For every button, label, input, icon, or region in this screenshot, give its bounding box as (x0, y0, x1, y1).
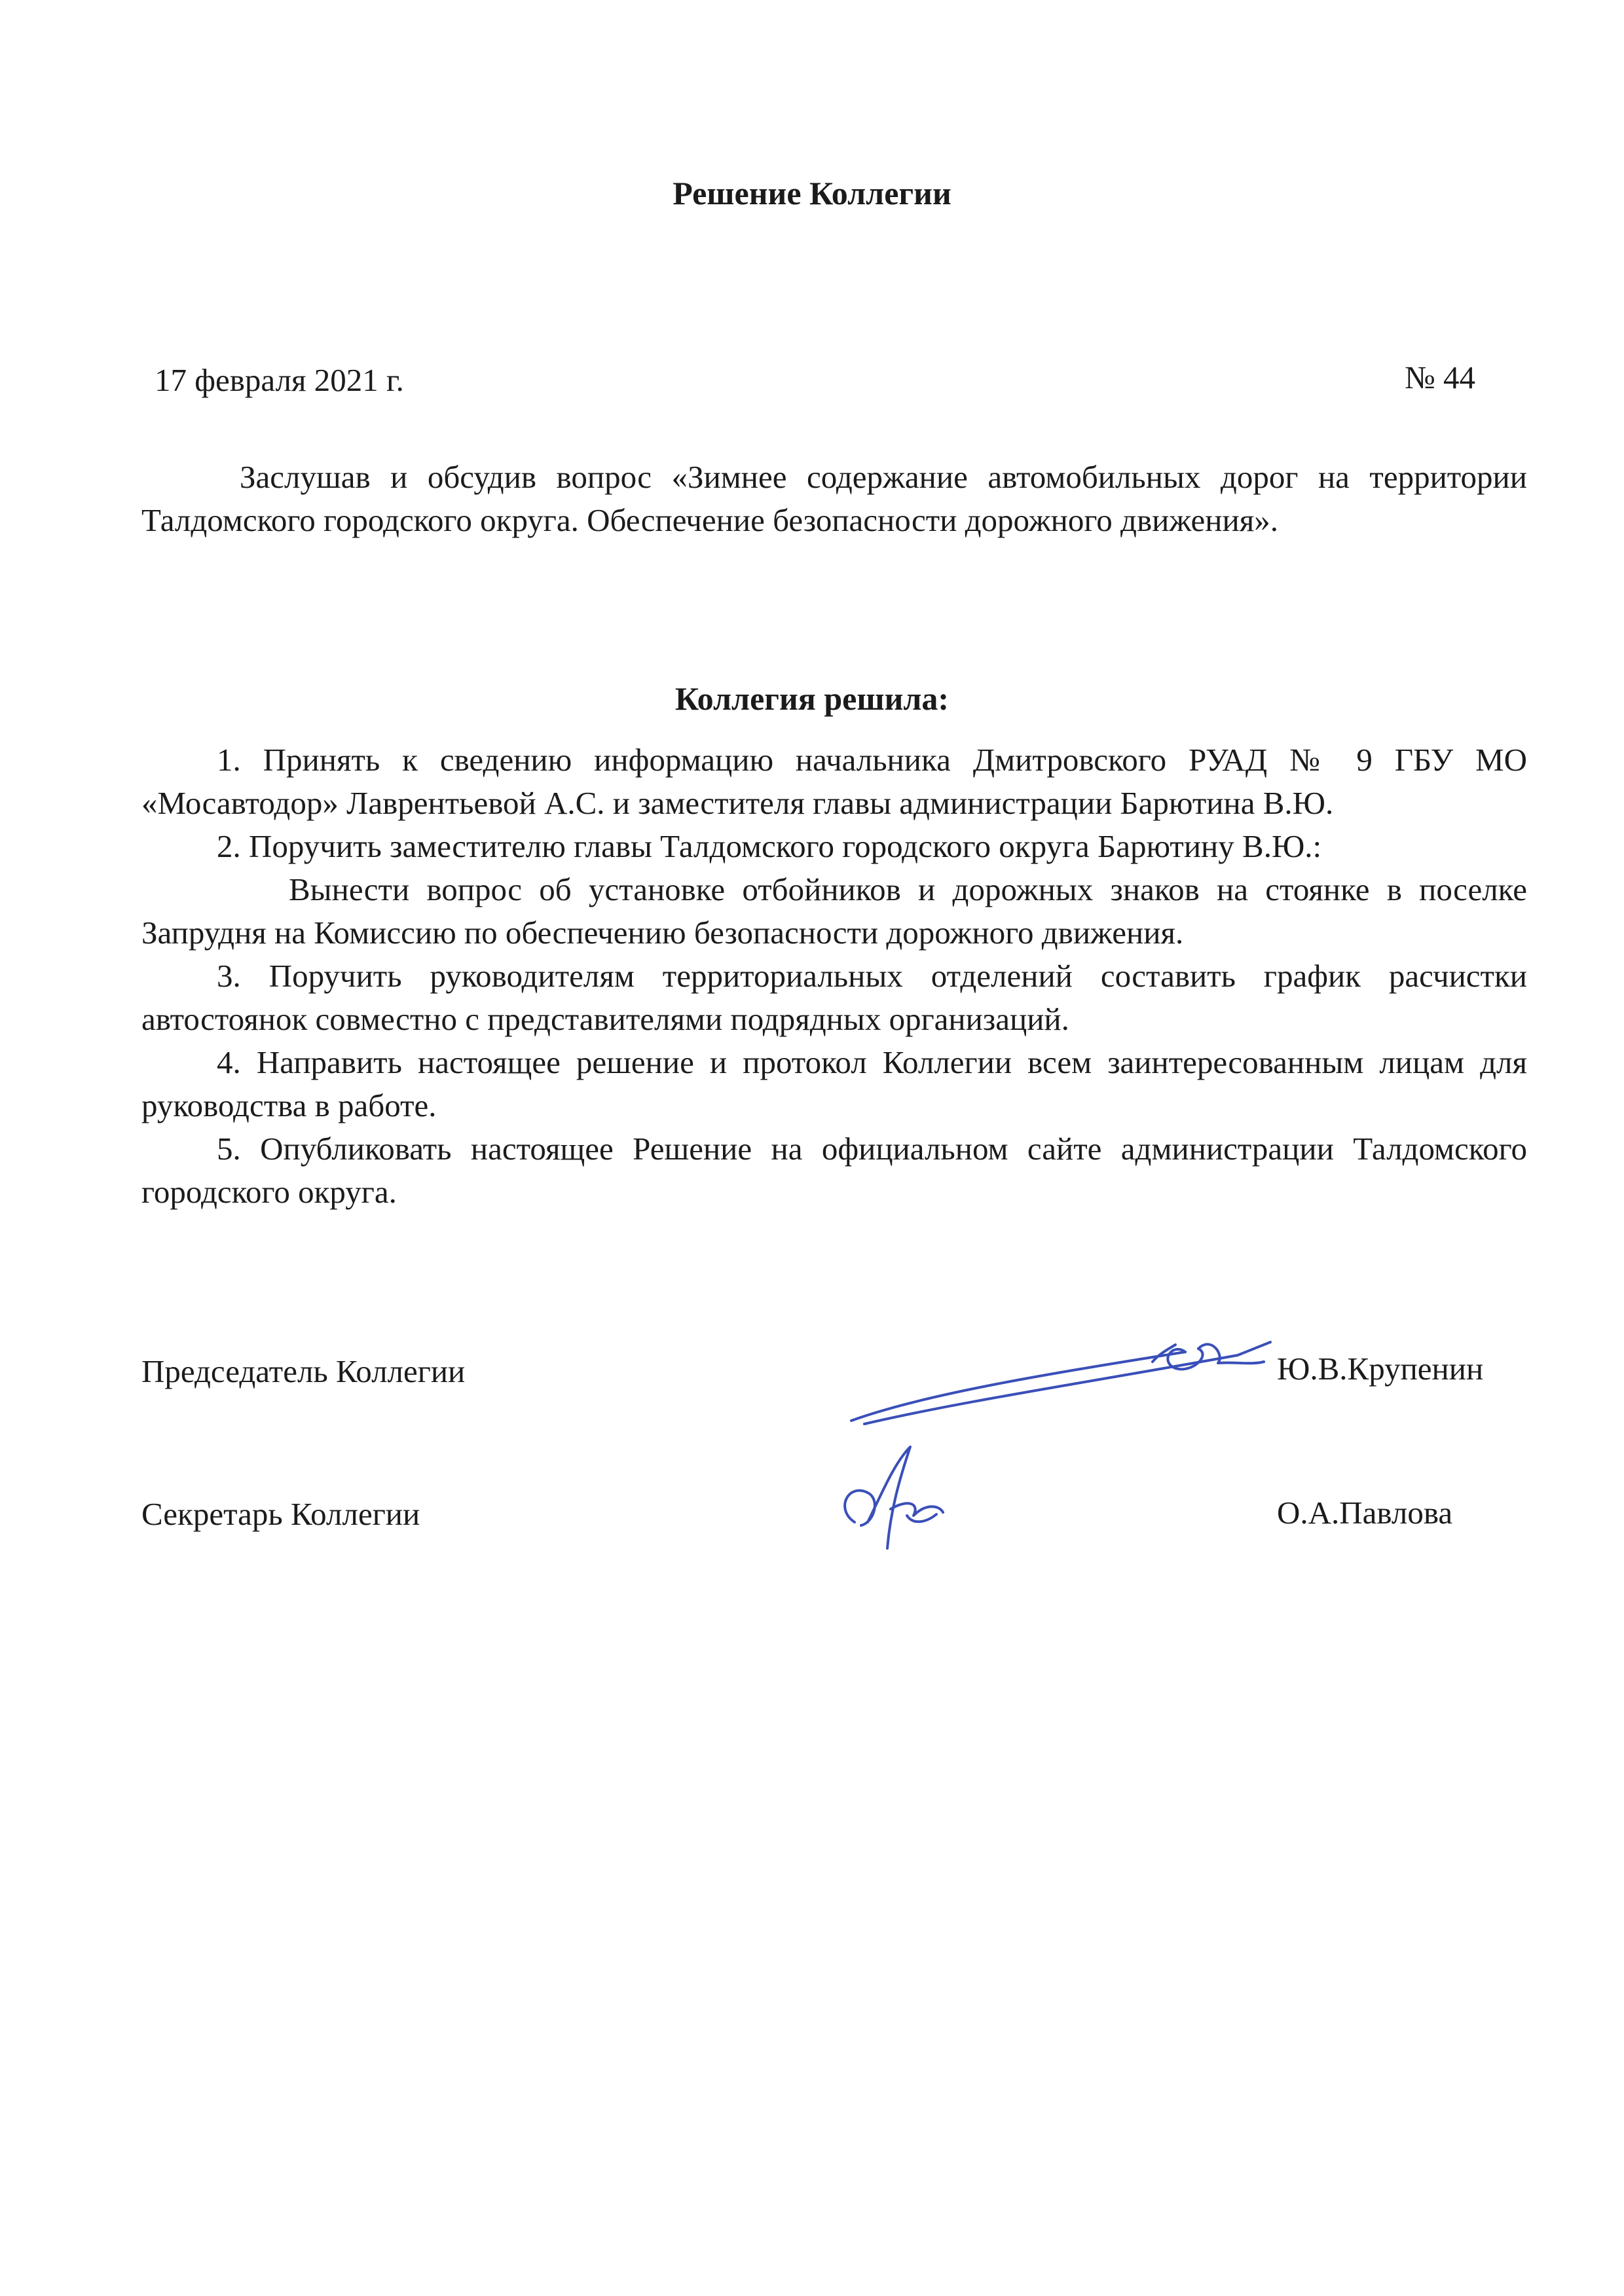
secretary-signature (828, 1437, 966, 1555)
chair-name: Ю.В.Крупенин (1277, 1351, 1484, 1387)
decision-subitem: Вынести вопрос об установке отбойников и дорожных знаков на стоянке в поселке Запрудня на Комиссию по обеспечению безопасности дорожного движения. (141, 871, 1527, 951)
decision-item: 5. Опубликовать настоящее Решение на официальном сайте администрации Талдомского городского округа. (141, 1131, 1527, 1210)
decision-item: 4. Направить настоящее решение и протокол Коллегии всем заинтересованным лицам для руководства в работе. (141, 1044, 1527, 1123)
secretary-name: О.А.Павлова (1277, 1495, 1453, 1531)
document-title: Решение Коллегии (673, 175, 951, 211)
decision-list (141, 738, 1527, 1214)
decision-item: 1. Принять к сведению информацию начальника Дмитровского РУАД № 9 ГБУ МО «Мосавтодор» Лаврентьевой А.С. и заместителя главы администрации Барютина В.Ю. (141, 742, 1527, 821)
chair-role-label: Председатель Коллегии (141, 1353, 466, 1389)
decision-item: 3. Поручить руководителям территориальных отделений составить график расчистки автостоянок совместно с представителями подрядных организаций. (141, 958, 1527, 1037)
document-date: 17 февраля 2021 г. (155, 362, 404, 398)
secretary-role-label: Секретарь Коллегии (141, 1496, 420, 1532)
decision-item: 2. Поручить заместителю главы Талдомского городского округа Барютину В.Ю.: (217, 828, 1322, 864)
chair-signature (845, 1316, 1277, 1434)
document-number: № 44 (1405, 359, 1476, 395)
decision-heading: Коллегия решила: (674, 680, 950, 717)
intro-paragraph: Заслушав и обсудив вопрос «Зимнее содержание автомобильных дорог на территории Талдомского городского округа. Обеспечение безопасности дорожного движения». (141, 459, 1527, 538)
